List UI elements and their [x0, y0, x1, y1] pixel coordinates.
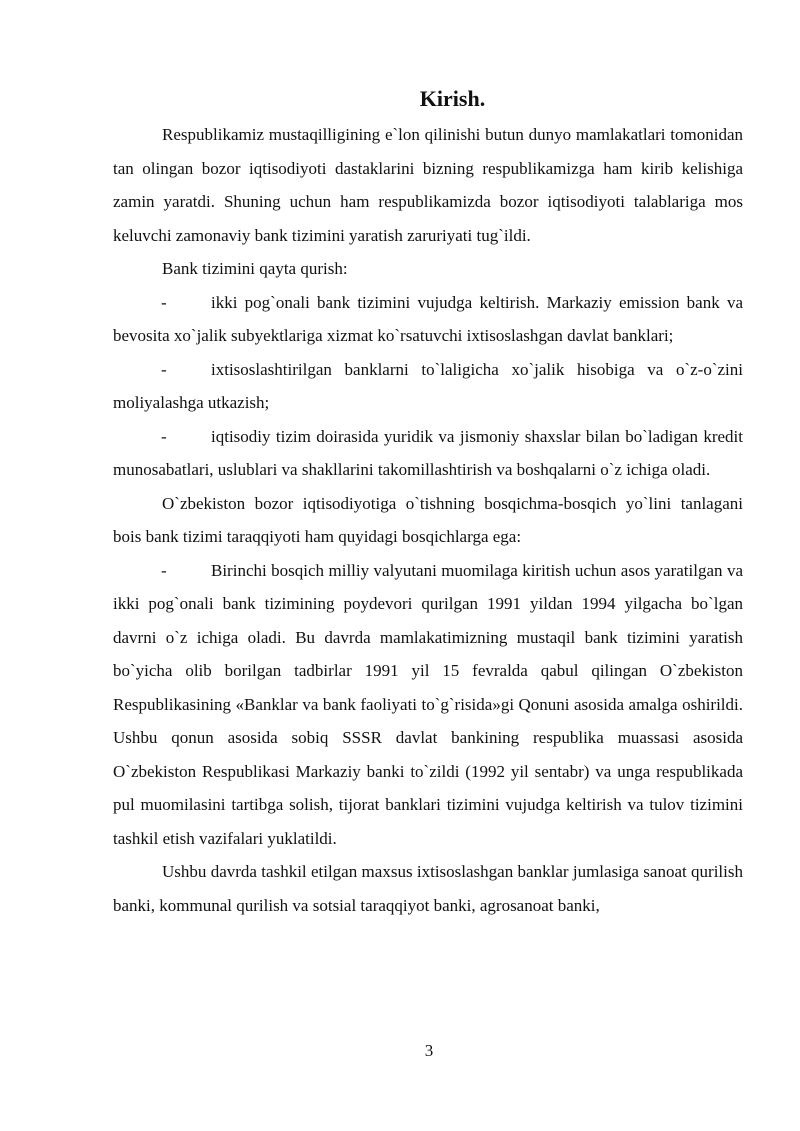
- list-item-text: Birinchi bosqich milliy valyutani muomilaga kiritish uchun asos yaratilgan va ikki pog`onali bank tizimining poydevori qurilgan 1991 yildan 1994 yilgacha bo`lgan davrni o`z ichiga oladi. Bu davrda mamlakatimizning mustaqil bank tizimini yaratish bo`yicha olib borilgan tadbirlar 1991 yil 15 fevralda qabul qilingan O`zbekiston Respublikasining «Banklar va bank faoliyati to`g`risida»gi Qonuni asosida amalga oshirildi. Ushbu qonun asosida sobiq SSSR davlat bankining respublika muassasi asosida O`zbekiston Respublikasi Markaziy banki to`zildi (1992 yil sentabr) va unga respublikada pul muomilasini tartibga solish, tijorat banklari tizimini vujudga keltirish va tulov tizimini tashkil etish vazifalari yuklatildi.: [113, 560, 743, 848]
- list-dash: -: [161, 359, 167, 379]
- list-item-text: ixtisoslashtirilgan banklarni to`laligicha xo`jalik hisobiga va o`z-o`zini moliyalashga utkazish;: [113, 359, 743, 412]
- paragraph-bank-restructuring: Bank tizimini qayta qurish:: [162, 259, 348, 278]
- paragraph-stages: O`zbekiston bozor iqtisodiyotiga o`tishning bosqichma-bosqich yo`lini tanlagani bois bank tizimi taraqqiyoti ham quyidagi bosqichlarga ega:: [113, 493, 743, 546]
- list-dash: -: [161, 426, 167, 446]
- page-number: 3: [424, 1041, 434, 1060]
- paragraph-intro: Respublikamiz mustaqilligining e`lon qilinishi butun dunyo mamlakatlari tomonidan tan olingan bozor iqtisodiyoti dastaklarini bizning respublikamizga ham kirib kelishiga zamin yaratdi. Shuning uchun ham respublikamizda bozor iqtisodiyoti talablariga mos keluvchi zamonaviy bank tizimini yaratish zaruriyati tug`ildi.: [113, 125, 743, 245]
- list-item: [113, 554, 743, 856]
- list-item: [113, 420, 743, 487]
- document-body: [113, 118, 743, 922]
- page-title: Kirish.: [419, 86, 486, 111]
- list-item-text: ikki pog`onali bank tizimini vujudga keltirish. Markaziy emission bank va bevosita xo`jalik subyektlariga xizmat ko`rsatuvchi ixtisoslashgan davlat banklari;: [113, 292, 743, 345]
- list-item: [113, 353, 743, 420]
- list-item-text: iqtisodiy tizim doirasida yuridik va jismoniy shaxslar bilan bo`ladigan kredit munosabatlari, uslublari va shakllarini takomillashtirish va boshqalarni o`z ichiga oladi.: [113, 426, 743, 479]
- list-dash: -: [161, 292, 167, 312]
- paragraph-specialized-banks: Ushbu davrda tashkil etilgan maxsus ixtisoslashgan banklar jumlasiga sanoat qurilish banki, kommunal qurilish va sotsial taraqqiyot banki, agrosanoat banki,: [113, 862, 743, 915]
- list-item: [113, 286, 743, 353]
- list-dash: -: [161, 560, 167, 580]
